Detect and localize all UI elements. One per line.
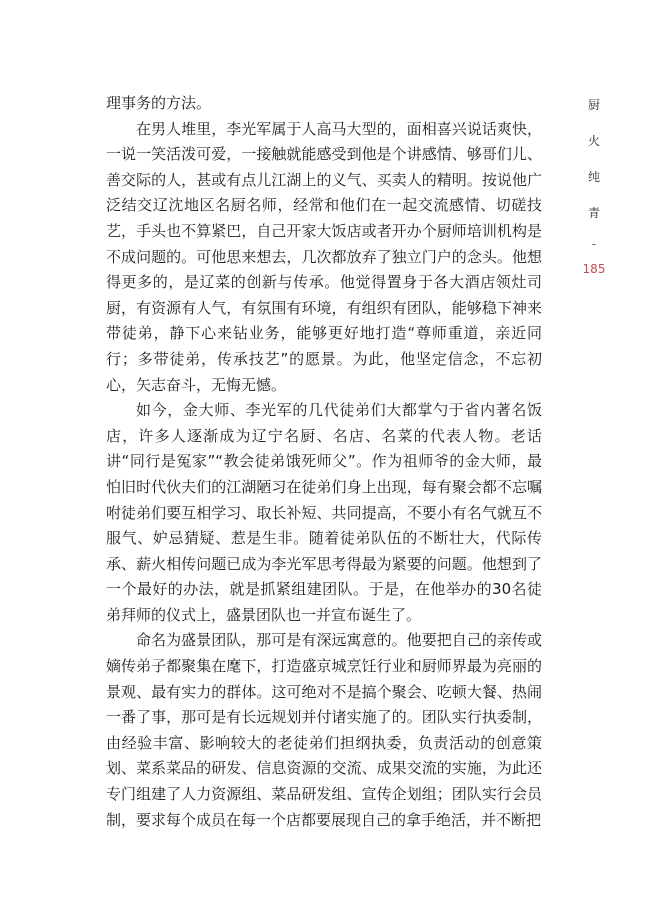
running-header-vertical: [574, 93, 614, 279]
title-separator: -: [591, 237, 597, 251]
book-title-char: 火: [587, 134, 600, 148]
paragraph: 在男人堆里，李光军属于人高马大型的，面相喜兴说话爽快，一说一笑活泼可爱，一接触就能感受到他是个讲感情、够哥们儿、善交际的人，甚或有点儿江湖上的义气、买卖人的精明。按说他广泛结交辽沈地区名厨名师，经常和他们在一起交流感情、切磋技艺，手头也不算紧巴，自己开家大饭店或者开办个厨师培训机构是不成问题的。可他思来想去，几次都放弃了独立门户的念头。他想得更多的，是辽菜的创新与传承。他觉得置身于各大酒店领灶司厨，有资源有人气，有氛围有环境，有组织有团队，能够稳下神来带徒弟，静下心来钻业务，能够更好地打造“尊师重道，亲近同行；多带徒弟，传承技艺”的愿景。为此，他坚定信念，不忘初心，矢志奋斗，无悔无憾。: [106, 119, 542, 394]
page-number: 185: [582, 262, 606, 276]
paragraph: 命名为盛景团队，那可是有深远寓意的。他要把自己的亲传或嫡传弟子都聚集在麾下，打造盛京城烹饪行业和厨师界最为亮丽的景观、最有实力的群体。这可绝对不是搞个聚会、吃顿大餐、热闹一番了事，那可是有长远规划并付诸实施了的。团队实行执委制，由经验丰富、影响较大的老徒弟们担纲执委，负责活动的创意策划、菜系菜品的研发、信息资源的交流、成果交流的实施，为此还专门组建了人力资源组、菜品研发组、宣传企划组；团队实行会员制，要求每个成员在每一个店都要展现自己的拿手绝活，并不断把: [106, 631, 542, 829]
body-text: [106, 91, 542, 833]
book-title-char: 青: [587, 206, 600, 220]
paragraph-continued: 理事务的方法。: [106, 94, 212, 112]
paragraph: 如今，金大师、李光军的几代徒弟们大都掌勺于省内著名饭店，许多人逐渐成为辽宁名厨、名店、名菜的代表人物。老话讲“同行是冤家”“教会徒弟饿死师父”。作为祖师爷的金大师，最怕旧时代伙夫们的江湖陋习在徒弟们身上出现，每有聚会都不忘嘱咐徒弟们要互相学习、取长补短、共同提高，不要小有名气就互不服气、妒忌猜疑、惹是生非。随着徒弟队伍的不断壮大，代际传承、薪火相传问题已成为李光军思考得最为紧要的问题。他想到了一个最好的办法，就是抓紧组建团队。于是，在他举办的30名徒弟拜师的仪式上，盛景团队也一并宣布诞生了。: [106, 401, 542, 624]
book-title-char: 纯: [587, 170, 600, 184]
book-title-char: 厨: [587, 98, 600, 112]
